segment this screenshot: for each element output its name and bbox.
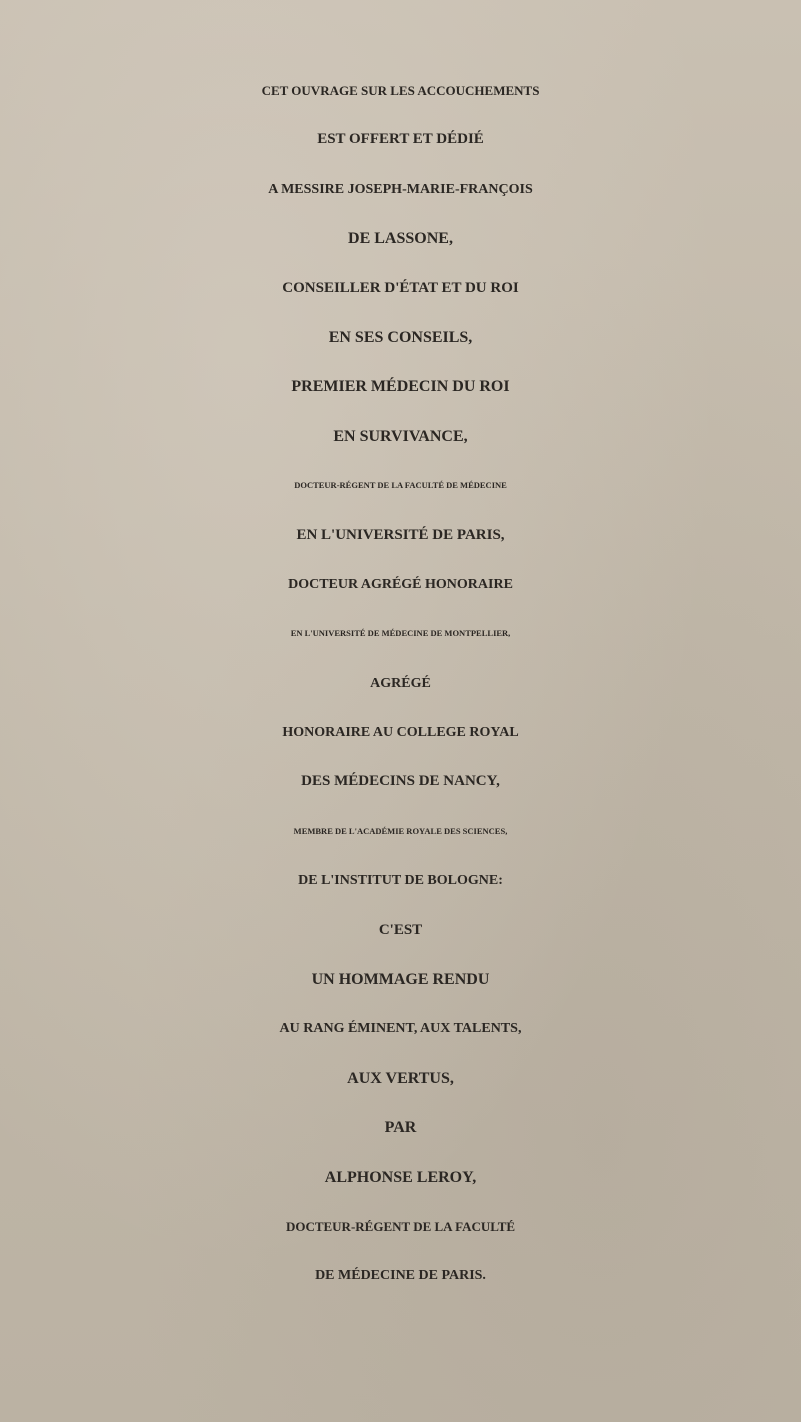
dedication-line-18: C'EST xyxy=(378,921,423,938)
dedication-line-9: DOCTEUR-RÉGENT DE LA FACULTÉ DE MÉDECINE xyxy=(294,480,507,491)
dedication-line-17: DE L'INSTITUT DE BOLOGNE: xyxy=(298,873,503,889)
dedication-line-22: PAR xyxy=(384,1119,417,1137)
dedication-line-16: MEMBRE DE L'ACADÉMIE ROYALE DES SCIENCES, xyxy=(293,825,508,836)
dedication-line-1: CET OUVRAGE SUR LES ACCOUCHEMENTS xyxy=(261,83,540,98)
dedication-line-8: EN SURVIVANCE, xyxy=(333,427,468,445)
dedication-line-7: PREMIER MÉDECIN DU ROI xyxy=(291,378,510,396)
dedication-line-4: DE LASSONE, xyxy=(348,230,453,248)
dedication-line-10: EN L'UNIVERSITÉ DE PARIS, xyxy=(296,526,505,543)
dedication-line-6: EN SES CONSEILS, xyxy=(328,328,473,346)
dedication-line-3: A MESSIRE JOSEPH-MARIE-FRANÇOIS xyxy=(268,181,533,197)
dedication-line-23: ALPHONSE LEROY, xyxy=(324,1168,477,1186)
dedication-line-20: AU RANG ÉMINENT, AUX TALENTS, xyxy=(279,1021,522,1037)
dedication-line-25: DE MÉDECINE DE PARIS. xyxy=(315,1268,486,1284)
dedication-line-14: HONORAIRE AU COLLEGE ROYAL xyxy=(282,725,519,741)
dedication-line-11: DOCTEUR AGRÉGÉ HONORAIRE xyxy=(288,576,513,592)
dedication-text xyxy=(0,66,801,1301)
dedication-line-24: DOCTEUR-RÉGENT DE LA FACULTÉ xyxy=(285,1218,516,1234)
dedication-line-2: EST OFFERT ET DÉDIÉ xyxy=(317,131,484,148)
dedication-line-12: EN L'UNIVERSITÉ DE MÉDECINE DE MONTPELLIER, xyxy=(290,628,511,639)
dedication-line-15: DES MÉDECINS DE NANCY, xyxy=(301,773,500,790)
dedication-line-5: CONSEILLER D'ÉTAT ET DU ROI xyxy=(282,279,519,296)
dedication-line-13: AGRÉGÉ xyxy=(370,675,431,691)
dedication-line-19: UN HOMMAGE RENDU xyxy=(311,971,490,989)
dedication-line-21: AUX VERTUS, xyxy=(347,1069,454,1087)
